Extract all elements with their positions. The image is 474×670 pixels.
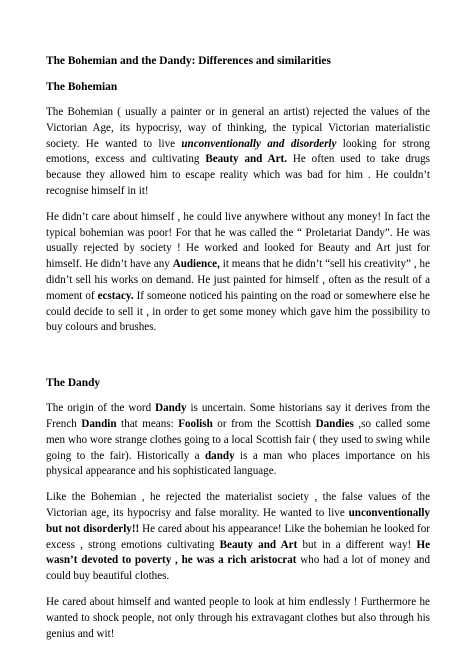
emphasized-text: Foolish xyxy=(178,417,213,430)
paragraph xyxy=(46,210,430,336)
emphasized-text: dandy xyxy=(205,449,235,462)
text-run: is uncertain. Some historians say it derives from the French xyxy=(46,402,430,430)
emphasized-text: Dandy xyxy=(155,402,187,415)
emphasized-text: Beauty and Art. xyxy=(205,153,287,166)
section-heading: The Dandy xyxy=(46,377,101,390)
text-run: He didn’t care about himself , he could live anywhere without any money! In fact the typical bohemian was poor! For that he was called the “ Proletariat Dandy”. He was usually rejected by society ! He worked and looked for Beauty and Art just for himself. He didn’t have any xyxy=(46,210,430,271)
text-run: is a man who places importance on his physical appearance and his sophisticated language. xyxy=(46,449,430,478)
text-run: The origin of the word xyxy=(46,402,156,415)
text-run: or from the Scottish xyxy=(212,417,316,430)
emphasized-text: Dandin xyxy=(81,417,117,430)
section-dandy xyxy=(46,376,430,642)
section-gap xyxy=(46,346,430,376)
text-run: He cared about his appearance! Like the bohemian he looked for excess , strong emotions cultivating xyxy=(46,522,430,551)
text-run: If someone noticed his painting on the road or somewhere else he could decide to sell it , in order to get some money which gave him the possibility to buy colours and brushes. xyxy=(46,289,430,334)
text-run: He cared about himself and wanted people to look at him endlessly ! Furthermore he wanted to shock people, not only through his extravagant clothes but also through his genius and wit! xyxy=(46,595,430,640)
emphasized-text: Dandies xyxy=(315,417,354,430)
text-run: Like the Bohemian , he rejected the materialist society , the false values of the Victorian age, its hypocrisy and false morality. He wanted to live xyxy=(46,491,430,519)
text-run: who had a lot of money and could buy beautiful clothes. xyxy=(46,554,430,583)
text-run: that means: xyxy=(116,417,179,430)
paragraph xyxy=(46,401,430,480)
paragraph xyxy=(46,595,430,642)
paragraph xyxy=(46,105,430,200)
emphasized-text: unconventionally and disorderly xyxy=(181,137,337,150)
paragraph xyxy=(46,490,430,585)
text-run: looking for strong emotions, excess and cultivating xyxy=(46,137,430,166)
section-heading: The Bohemian xyxy=(46,81,118,93)
text-run: The Bohemian ( usually a painter or in general an artist) rejected the values of the Victorian Age, its hypocrisy, way of thinking, the typical Victorian materialistic society. He wanted to live xyxy=(46,106,430,150)
emphasized-text: unconventionally but not disorderly!! xyxy=(46,506,430,535)
text-run: ,so called some men who wore strange clothes going to a local Scottish fair ( they used to swing while going to the fair). Historically a xyxy=(46,417,430,462)
emphasized-text: He wasn’t devoted to poverty , he was a rich aristocrat xyxy=(46,538,430,567)
document-title: The Bohemian and the Dandy: Differences and similarities xyxy=(46,55,331,67)
text-run: He often used to take drugs because they allowed him to escape reality which was bad for him . He couldn’t recognise himself in it! xyxy=(46,153,430,197)
text-run: it means that he didn’t “sell his creativity” , he didn’t sell his works on demand. He just painted for himself , often as the result of a moment of xyxy=(46,258,430,302)
emphasized-text: Beauty and Art xyxy=(219,538,298,551)
emphasized-text: Audience, xyxy=(172,258,220,271)
emphasized-text: ecstacy. xyxy=(97,289,134,302)
text-run: but in a different way! xyxy=(297,538,417,551)
section-bohemian xyxy=(46,80,430,336)
